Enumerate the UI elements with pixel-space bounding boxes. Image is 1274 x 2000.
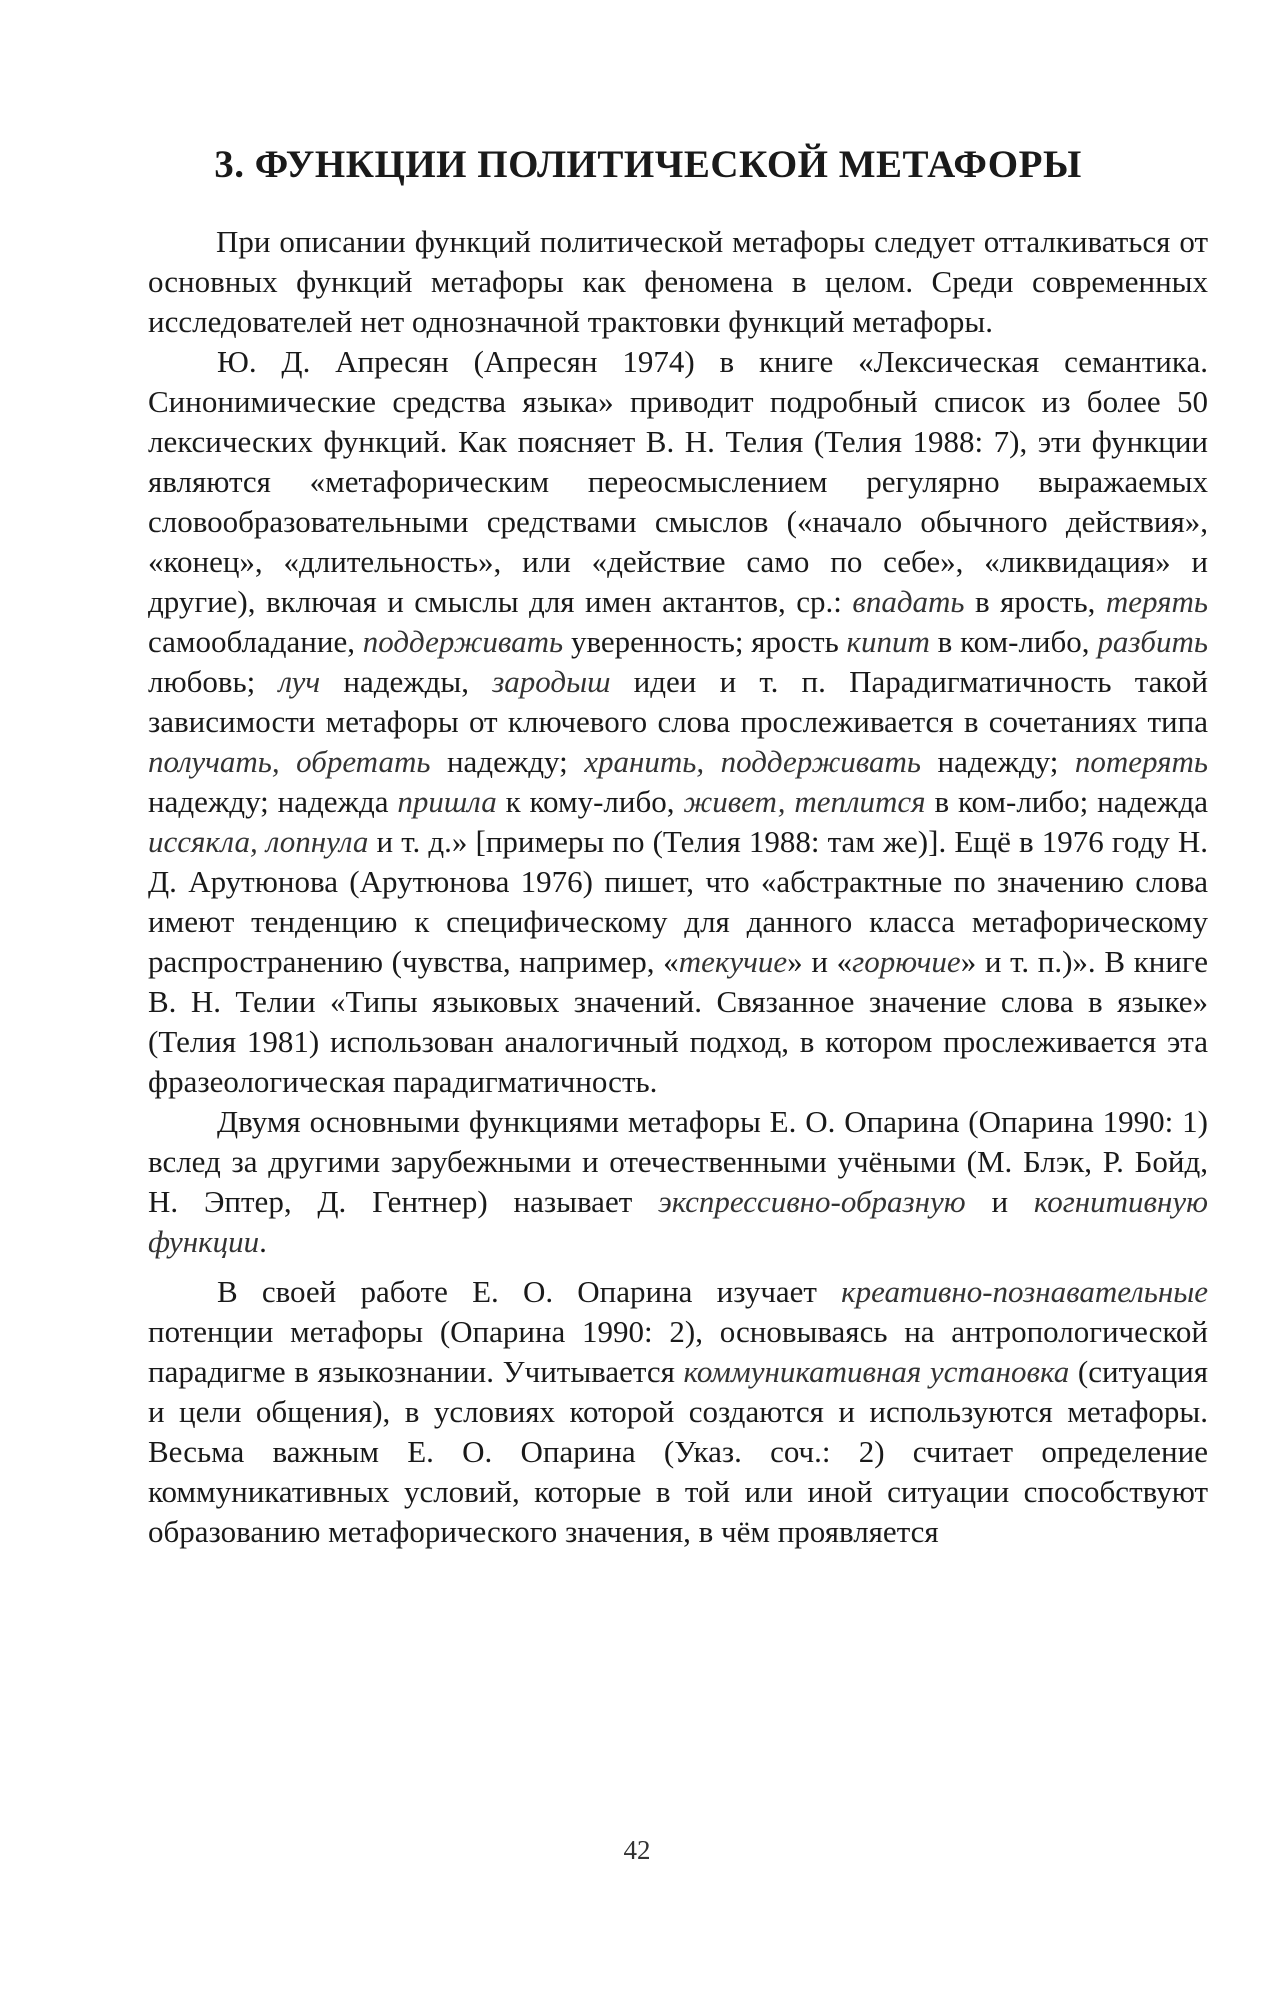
- paragraph-2: [148, 342, 1208, 1102]
- paragraph-3: [148, 1102, 1208, 1262]
- text-run: уверенность; ярость: [563, 624, 847, 659]
- italic-term: коммуникативная установка: [683, 1354, 1070, 1389]
- italic-example: кипит: [846, 624, 930, 659]
- text-run: надежду;: [430, 744, 585, 779]
- text-run: в ком-либо,: [929, 624, 1098, 659]
- text-run: идеи и т. п. Парадигматичность такой зависимости метафоры от ключевого слова прослеживается в сочетаниях типа: [148, 664, 1208, 739]
- text-run: самообладание,: [148, 624, 363, 659]
- text-run: надежду; надежда: [148, 784, 398, 819]
- text-run: В своей работе Е. О. Опарина изучает: [217, 1274, 842, 1309]
- body-text: [148, 222, 1208, 1552]
- text-run: потенции метафоры (Опарина 1990: 2), основываясь на антропологической парадигме в языкознании. Учитывается: [148, 1314, 1208, 1389]
- text-run: .: [259, 1224, 267, 1259]
- text-run: любовь;: [148, 664, 279, 699]
- italic-example: текучие: [678, 944, 788, 979]
- text-run: надежду;: [921, 744, 1075, 779]
- italic-example: иссякла, лопнула: [148, 824, 369, 859]
- chapter-heading: 3. ФУНКЦИИ ПОЛИТИЧЕСКОЙ МЕТАФОРЫ: [214, 143, 1082, 186]
- text-run: Ю. Д. Апресян (Апресян 1974) в книге «Лексическая семантика. Синонимические средства языка» приводит подробный список из более 50 лексических функций. Как поясняет В. Н. Телия (Телия 1988: 7), эти функции являются «метафорическим переосмыслением регулярно выражаемых словообразовательными средствами смыслов («начало обычного действия», «конец», «длительность», или «действие само по себе», «ликвидация» и другие), включая и смыслы для имен актантов, ср.:: [148, 344, 1208, 619]
- italic-example: разбить: [1097, 624, 1208, 659]
- text-run: и: [965, 1184, 1034, 1219]
- paragraph-1: При описании функций политической метафоры следует отталкиваться от основных функций метафоры как феномена в целом. Среди современных исследователей нет однозначной трактовки функций метафоры.: [148, 224, 1208, 339]
- italic-example: впадать: [852, 584, 965, 619]
- italic-example: зародыш: [492, 664, 611, 699]
- italic-example: поддерживать: [362, 624, 564, 659]
- italic-example: луч: [278, 664, 321, 699]
- italic-term: когнитивную функции: [148, 1184, 1209, 1259]
- italic-term: экспрессивно-образную: [658, 1184, 966, 1219]
- text-run: и т. д.» [примеры по (Телия 1988: там же)]. Ещё в 1976 году Н. Д. Арутюнова (Арутюнова 1976) пишет, что «абстрактные по значению слова имеют тенденцию к специфическому для данного класса метафорическому распространению (чувства, например, «: [148, 824, 1208, 979]
- text-run: » и «: [787, 944, 853, 979]
- italic-example: пришла: [397, 784, 497, 819]
- text-run: в ком-либо; надежда: [925, 784, 1209, 819]
- italic-example: горючие: [852, 944, 961, 979]
- italic-example: получать, обретать: [148, 744, 431, 779]
- text-run: надежды,: [320, 664, 493, 699]
- text-run: Двумя основными функциями метафоры Е. О. Опарина (Опарина 1990: 1) вслед за другими зарубежными и отечественными учёными (М. Блэк, Р. Бойд, Н. Эптер, Д. Гентнер) называет: [148, 1104, 1208, 1219]
- text-run: » и т. п.)». В книге В. Н. Телии «Типы языковых значений. Связанное значение слова в языке» (Телия 1981) использован аналогичный подход, в котором прослеживается эта фразеологическая парадигматичность.: [148, 944, 1208, 1099]
- italic-example: потерять: [1074, 744, 1209, 779]
- text-run: в ярость,: [964, 584, 1106, 619]
- italic-example: живет, теплится: [683, 784, 926, 819]
- text-run: (ситуация и цели общения), в условиях которой создаются и используются метафоры. Весьма важным Е. О. Опарина (Указ. соч.: 2) считает определение коммуникативных условий, которые в той или иной ситуации способствуют образованию метафорического значения, в чём проявляется: [148, 1354, 1209, 1549]
- italic-example: терять: [1105, 584, 1208, 619]
- italic-example: хранить, поддерживать: [584, 744, 922, 779]
- page-number: 42: [623, 1835, 651, 1865]
- text-run: к кому-либо,: [496, 784, 684, 819]
- paragraph-4: [148, 1272, 1208, 1552]
- italic-term: креативно-познавательные: [841, 1274, 1208, 1309]
